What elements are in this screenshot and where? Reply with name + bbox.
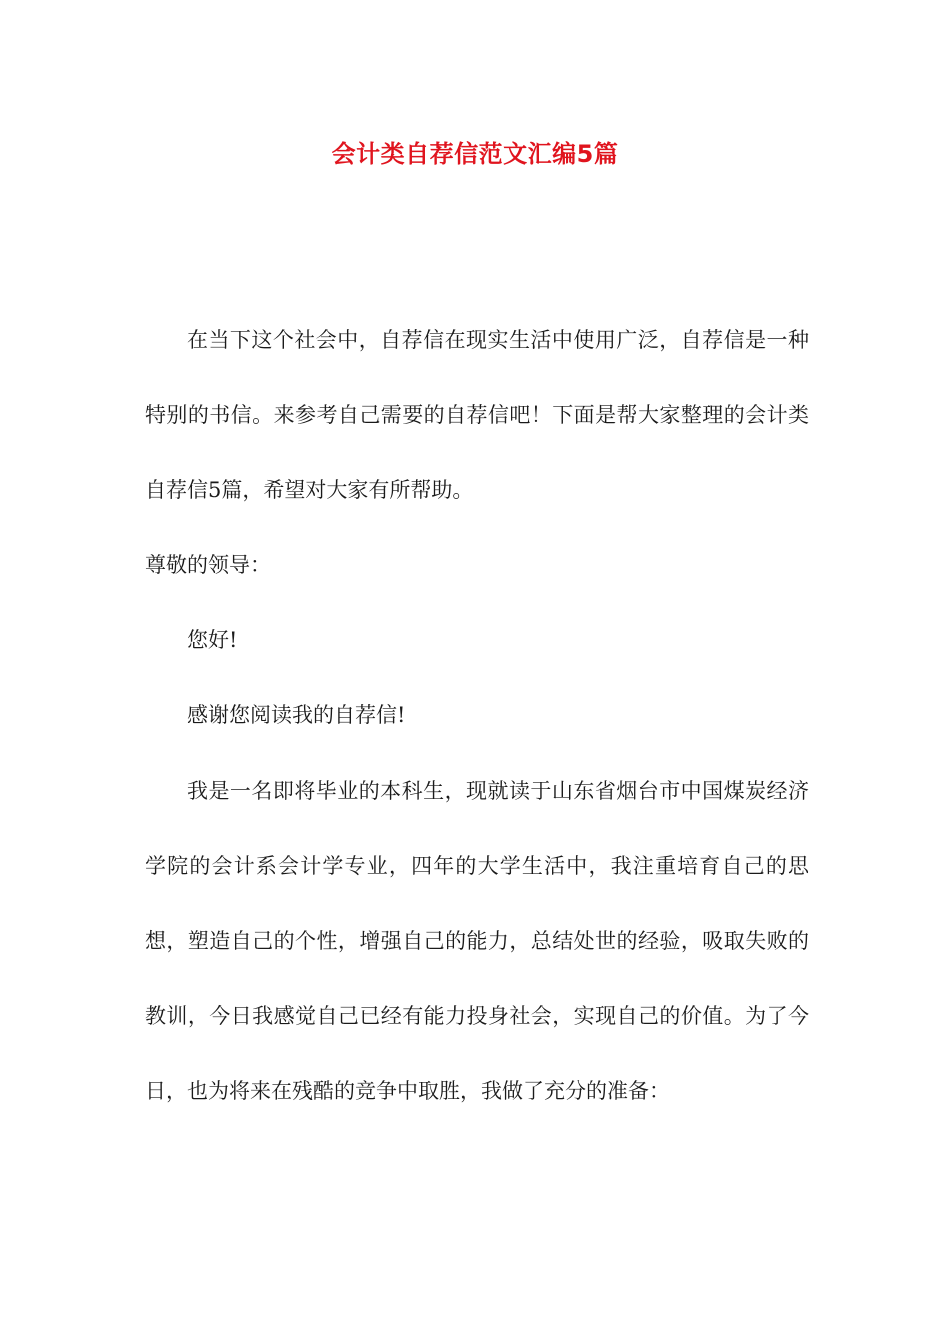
document-title: 会计类自荐信范文汇编5篇	[331, 140, 619, 168]
body-paragraph: 我是一名即将毕业的本科生，现就读于山东省烟台市中国煤炭经济学院的会计系会计学专业，四年的大学生活中，我注重培育自己的思想，塑造自己的个性，增强自己的能力，总结处世的经验，吸取失败的教训，今日我感觉自己已经有能力投身社会，实现自己的价值。为了今日，也为将来在残酷的竞争中取胜，我做了充分的准备：	[145, 779, 809, 1103]
salutation: 尊敬的领导：	[145, 553, 271, 577]
intro-paragraph: 在当下这个社会中，自荐信在现实生活中使用广泛，自荐信是一种特别的书信。来参考自己需要的自荐信吧！下面是帮大家整理的会计类自荐信5篇，希望对大家有所帮助。	[145, 328, 809, 502]
greeting: 您好!	[187, 628, 238, 652]
thanks-line: 感谢您阅读我的自荐信!	[187, 703, 406, 727]
